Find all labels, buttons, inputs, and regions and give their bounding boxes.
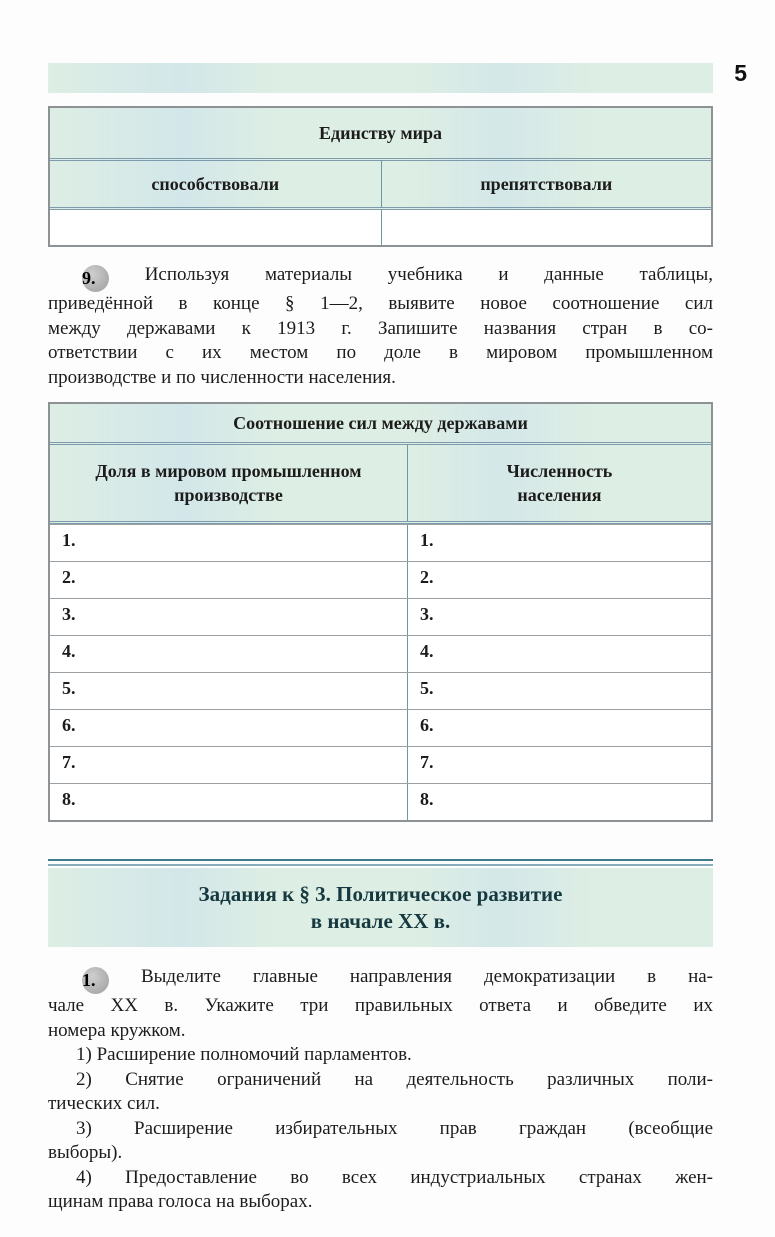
row-number-cell: 7. xyxy=(407,747,711,783)
row-number-cell: 7. xyxy=(62,752,76,772)
answer-option-2-continuation: тических сил. xyxy=(48,1093,160,1114)
page-content xyxy=(48,0,713,1215)
row-number-cell: 3. xyxy=(407,599,711,635)
table-row xyxy=(50,783,711,820)
table-title: Соотношение сил между державами xyxy=(50,404,711,445)
row-number-cell: 4. xyxy=(62,641,76,661)
table-world-unity xyxy=(48,106,713,247)
column-header-contributed: способствовали xyxy=(151,174,280,194)
row-number-cell: 1. xyxy=(62,530,76,550)
table-row xyxy=(50,746,711,783)
table-header-row xyxy=(50,161,711,210)
answer-option-3: 3) Расширение избирательных прав граждан (всеобщие xyxy=(76,1117,713,1139)
section-heading-band xyxy=(48,868,713,947)
task-line xyxy=(48,263,713,292)
task-line: чале XX в. Укажите три правильных ответа и обведите их xyxy=(48,995,713,1016)
answer-option-3-continuation: выборы). xyxy=(48,1142,123,1163)
header-decoration-strip xyxy=(48,63,713,93)
task-9 xyxy=(48,263,713,390)
row-number-cell: 5. xyxy=(62,678,76,698)
table-row xyxy=(50,709,711,746)
row-number-cell: 1. xyxy=(407,525,711,561)
answer-option-1: 1) Расширение полномочий парламентов. xyxy=(76,1044,412,1065)
task-1 xyxy=(48,965,713,1215)
row-number-cell: 4. xyxy=(407,636,711,672)
answer-option-2: 2) Снятие ограничений на деятельность различных поли- xyxy=(76,1068,713,1090)
table-title: Единству мира xyxy=(50,108,711,161)
table-row xyxy=(50,598,711,635)
answer-option-4-continuation: щинам права голоса на выборах. xyxy=(48,1191,313,1212)
section-heading: в начале XX в. xyxy=(310,909,451,933)
empty-cell xyxy=(50,210,381,245)
table-row xyxy=(50,524,711,561)
table-empty-row xyxy=(50,210,711,245)
answer-option-4: 4) Предоставление во всех индустриальных странах жен- xyxy=(76,1166,713,1188)
section-divider-rule xyxy=(48,859,713,866)
page-number: 5 xyxy=(734,60,747,86)
column-header-industry-share: Доля в мировом промышленном производстве xyxy=(95,461,362,505)
row-number-cell: 2. xyxy=(62,567,76,587)
task-line xyxy=(48,965,713,994)
task-line: номера кружком. xyxy=(48,1019,186,1041)
task-line: между державами к 1913 г. Запишите названия стран в со- xyxy=(48,317,713,339)
task-number-badge: 9. xyxy=(82,265,109,292)
row-number-cell: 3. xyxy=(62,604,76,624)
row-number-cell: 2. xyxy=(407,562,711,598)
section-heading: Задания к § 3. Политическое развитие xyxy=(198,882,563,906)
task-number-badge: 1. xyxy=(82,967,109,994)
task-line: приведённой в конце § 1—2, выявите новое соотношение сил xyxy=(48,293,713,314)
table-balance-of-powers xyxy=(48,402,713,822)
row-number-cell: 8. xyxy=(62,789,76,809)
row-number-cell: 8. xyxy=(407,784,711,820)
task-text: Выделите главные направления демократизации в на- xyxy=(140,966,713,987)
table-header-row xyxy=(50,445,711,524)
row-number-cell: 6. xyxy=(407,710,711,746)
column-header-hindered: препятствовали xyxy=(381,161,712,207)
table-row xyxy=(50,561,711,598)
row-number-cell: 5. xyxy=(407,673,711,709)
table-row xyxy=(50,635,711,672)
task-text: Используя материалы учебника и данные таблицы, xyxy=(144,264,714,285)
table-row xyxy=(50,672,711,709)
empty-cell xyxy=(381,210,712,245)
column-header-population: Численность населения xyxy=(407,445,711,521)
row-number-cell: 6. xyxy=(62,715,76,735)
task-line: ответствии с их местом по доле в мировом промышленном xyxy=(48,342,713,363)
task-line: производстве и по численности населения. xyxy=(48,366,396,388)
